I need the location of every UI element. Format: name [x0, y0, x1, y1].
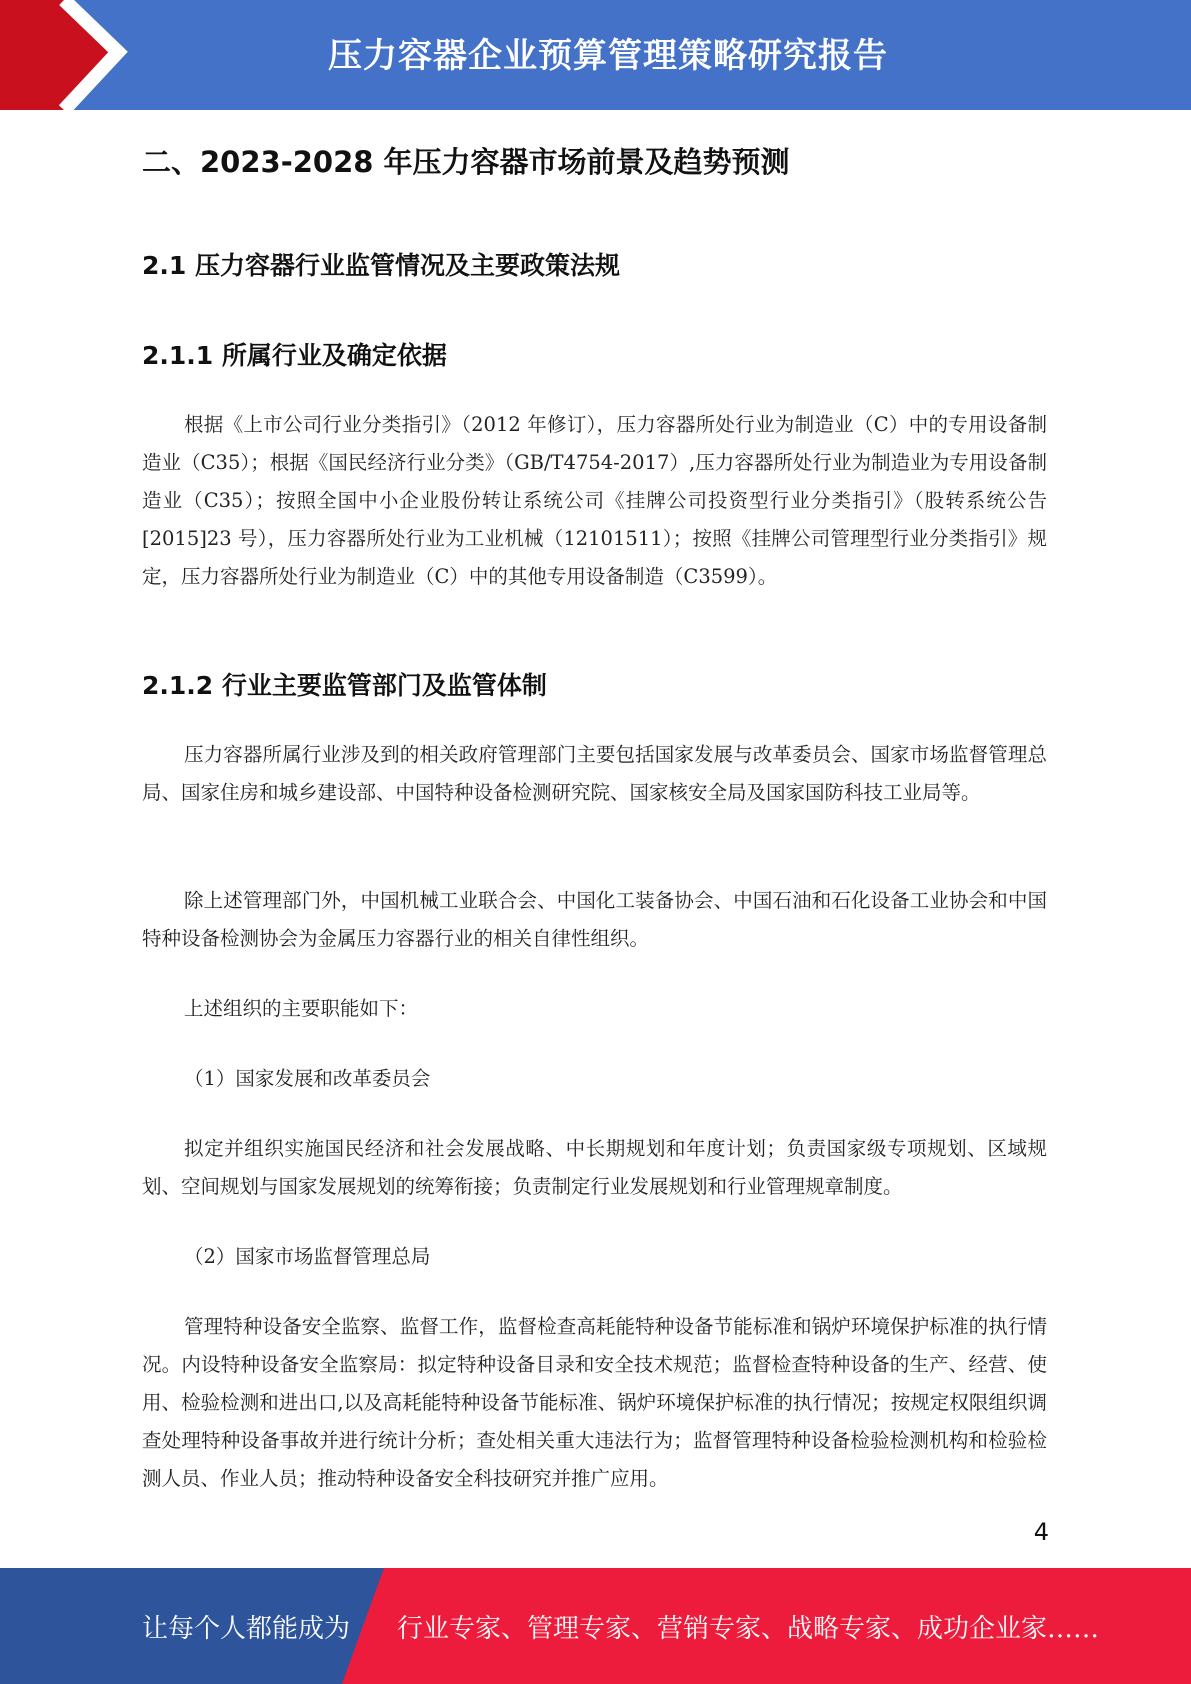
paragraph-regulators: 压力容器所属行业涉及到的相关政府管理部门主要包括国家发展与改革委员会、国家市场监督管理总局、国家住房和城乡建设部、中国特种设备检测研究院、国家核安全局及国家国防科技工业局等。: [142, 743, 1047, 804]
footer-band: [0, 1568, 1191, 1684]
subsection-heading-2-1: 2.1 压力容器行业监管情况及主要政策法规: [142, 251, 620, 280]
footer-slogan-left: 让每个人都能成为: [142, 1613, 351, 1644]
header-band: [0, 0, 1191, 110]
section-heading: 二、2023-2028 年压力容器市场前景及趋势预测: [142, 145, 790, 179]
list-item-ndrc-heading: （1）国家发展和改革委员会: [184, 1067, 431, 1090]
paragraph-industry-basis: 根据《上市公司行业分类指引》（2012 年修订），压力容器所处行业为制造业（C）中的专用设备制造业（C35）；根据《国民经济行业分类》（GB/T4754-2017）,压力容器所处行业为制造业为专用设备制造业（C35）；按照全国中小企业股份转让系统公司《挂牌公司投资型行业分类指引》（股转系统公告[2015]23 号），压力容器所处行业为工业机械（12101511）；按照《挂牌公司管理型行业分类指引》规定，压力容器所处行业为制造业（C）中的其他专用设备制造（C3599）。: [142, 413, 1047, 588]
paragraph-samr-duties: 管理特种设备安全监察、监督工作，监督检查高耗能特种设备节能标准和锅炉环境保护标准的执行情况。内设特种设备安全监察局：拟定特种设备目录和安全技术规范；监督检查特种设备的生产、经营、使用、检验检测和进出口,以及高耗能特种设备节能标准、锅炉环境保护标准的执行情况；按规定权限组织调查处理特种设备事故并进行统计分析；查处相关重大违法行为；监督管理特种设备检验检测机构和检验检测人员、作业人员；推动特种设备安全科技研究并推广应用。: [142, 1315, 1047, 1490]
paragraph-ndrc-duties: 拟定并组织实施国民经济和社会发展战略、中长期规划和年度计划；负责国家级专项规划、区域规划、空间规划与国家发展规划的统筹衔接；负责制定行业发展规划和行业管理规章制度。: [142, 1137, 1047, 1198]
report-title: 压力容器企业预算管理策略研究报告: [328, 35, 888, 76]
page-number: 4: [1033, 1518, 1049, 1546]
paragraph-functions-intro: 上述组织的主要职能如下：: [184, 997, 419, 1020]
footer-slogan-right: 行业专家、管理专家、营销专家、战略专家、成功企业家……: [397, 1613, 1100, 1644]
subsection-heading-2-1-1: 2.1.1 所属行业及确定依据: [142, 341, 447, 370]
paragraph-self-regulatory: 除上述管理部门外，中国机械工业联合会、中国化工装备协会、中国石油和石化设备工业协会和中国特种设备检测协会为金属压力容器行业的相关自律性组织。: [142, 889, 1047, 950]
subsection-heading-2-1-2: 2.1.2 行业主要监管部门及监管体制: [142, 671, 547, 700]
list-item-samr-heading: （2）国家市场监督管理总局: [184, 1245, 431, 1268]
